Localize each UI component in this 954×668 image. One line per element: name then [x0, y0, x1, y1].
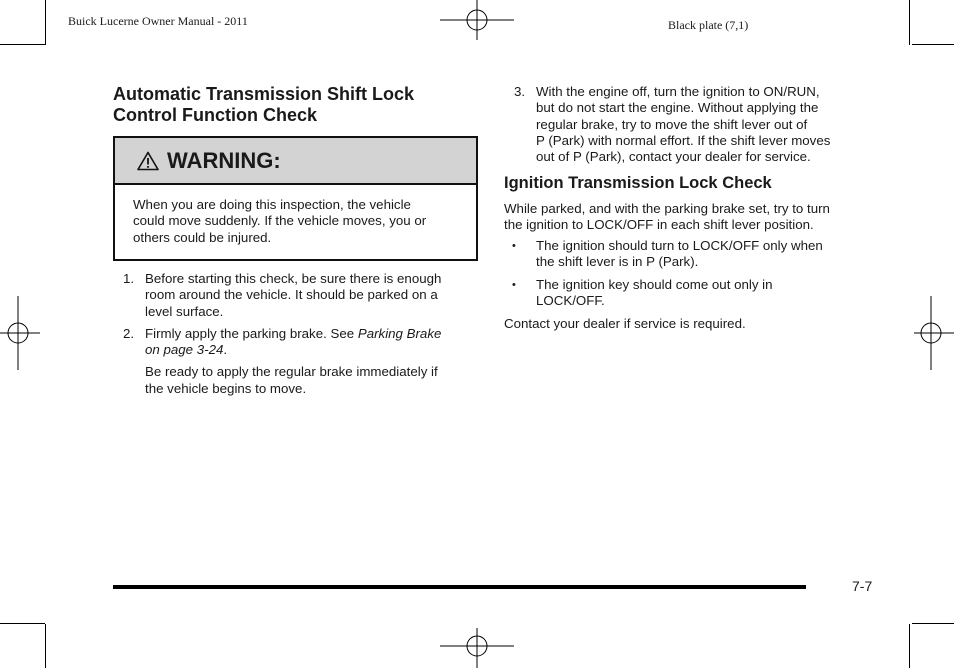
step-text	[145, 271, 441, 320]
step-line: out of P (Park), contact your dealer for service.	[536, 149, 811, 165]
crop-mark	[909, 0, 910, 45]
step-line: room around the vehicle. It should be parked on a	[145, 287, 438, 303]
crop-mark	[45, 624, 46, 668]
step-line: but do not start the engine. Without applying the	[536, 100, 819, 116]
section-heading-line: Automatic Transmission Shift Lock	[113, 84, 415, 104]
warning-body	[115, 185, 476, 246]
registration-mark-top	[440, 0, 514, 44]
step-number: 2.	[123, 325, 135, 341]
cross-reference-link[interactable]: on page 3-24	[145, 342, 224, 358]
warning-text-line: others could be injured.	[133, 229, 272, 245]
bullet-list	[504, 238, 884, 309]
header-title: Buick Lucerne Owner Manual - 2011	[68, 14, 248, 28]
list-item	[123, 326, 483, 359]
page-number: 7-7	[852, 578, 873, 594]
step-line	[145, 342, 441, 358]
step-line: level surface.	[145, 303, 224, 319]
header-plate: Black plate (7,1)	[668, 18, 749, 32]
warning-triangle-icon	[137, 151, 159, 171]
bullet-line: The ignition should turn to LOCK/OFF only when	[536, 238, 823, 253]
step-line: P (Park) with normal effort. If the shift lever moves	[536, 132, 831, 148]
paragraph-line: While parked, and with the parking brake set, try to turn	[504, 201, 830, 216]
registration-mark-left	[0, 296, 44, 370]
list-item	[504, 277, 884, 310]
crop-mark	[0, 44, 45, 45]
step-text	[536, 84, 830, 165]
warning-text-line: could move suddenly. If the vehicle moves, you or	[133, 213, 427, 229]
crop-mark	[912, 623, 954, 624]
step-line-text: .	[223, 342, 228, 358]
step-line	[145, 326, 441, 342]
step-line: regular brake, try to move the shift lever out of	[536, 116, 808, 132]
section-heading	[113, 84, 483, 126]
bullet-text	[524, 277, 773, 310]
intro-paragraph	[504, 201, 884, 234]
subsection-heading: Ignition Transmission Lock Check	[504, 174, 772, 192]
list-item	[504, 238, 884, 271]
registration-mark-bottom	[440, 626, 514, 668]
bullet-icon: •	[512, 278, 516, 291]
registration-mark-right	[910, 296, 954, 370]
bullet-line: The ignition key should come out only in	[536, 276, 773, 292]
warning-title: WARNING:	[167, 147, 281, 173]
crop-mark	[909, 624, 910, 668]
warning-header	[115, 138, 476, 185]
bullet-line: LOCK/OFF.	[536, 292, 605, 308]
step-note-line: the vehicle begins to move.	[145, 380, 307, 396]
crop-mark	[912, 44, 954, 45]
closing-paragraph: Contact your dealer if service is required.	[504, 316, 746, 331]
step-note-line: Be ready to apply the regular brake immediately if	[145, 364, 438, 380]
section-heading-line: Control Function Check	[113, 105, 317, 125]
crop-mark	[45, 0, 46, 45]
step-number: 1.	[123, 271, 135, 286]
warning-box	[113, 136, 478, 261]
step-number: 3.	[514, 84, 526, 99]
footer-rule	[113, 585, 806, 589]
step-list-continued	[514, 84, 874, 165]
step-text	[145, 326, 441, 359]
bullet-icon: •	[512, 240, 516, 252]
list-item	[514, 84, 874, 165]
step-line-text: Firmly apply the parking brake. See	[145, 325, 358, 341]
list-item	[123, 271, 483, 320]
step-line: With the engine off, turn the ignition to ON/RUN,	[536, 84, 820, 99]
crop-mark	[0, 623, 45, 624]
warning-text-line: When you are doing this inspection, the vehicle	[133, 197, 411, 212]
step-line: Before starting this check, be sure there is enough	[145, 271, 442, 286]
paragraph-line: the ignition to LOCK/OFF in each shift lever position.	[504, 217, 814, 233]
step-list	[123, 271, 483, 397]
step-note	[123, 364, 483, 397]
bullet-text	[524, 238, 823, 271]
cross-reference-link[interactable]: Parking Brake	[357, 325, 442, 341]
bullet-line: the shift lever is in P (Park).	[536, 254, 699, 270]
